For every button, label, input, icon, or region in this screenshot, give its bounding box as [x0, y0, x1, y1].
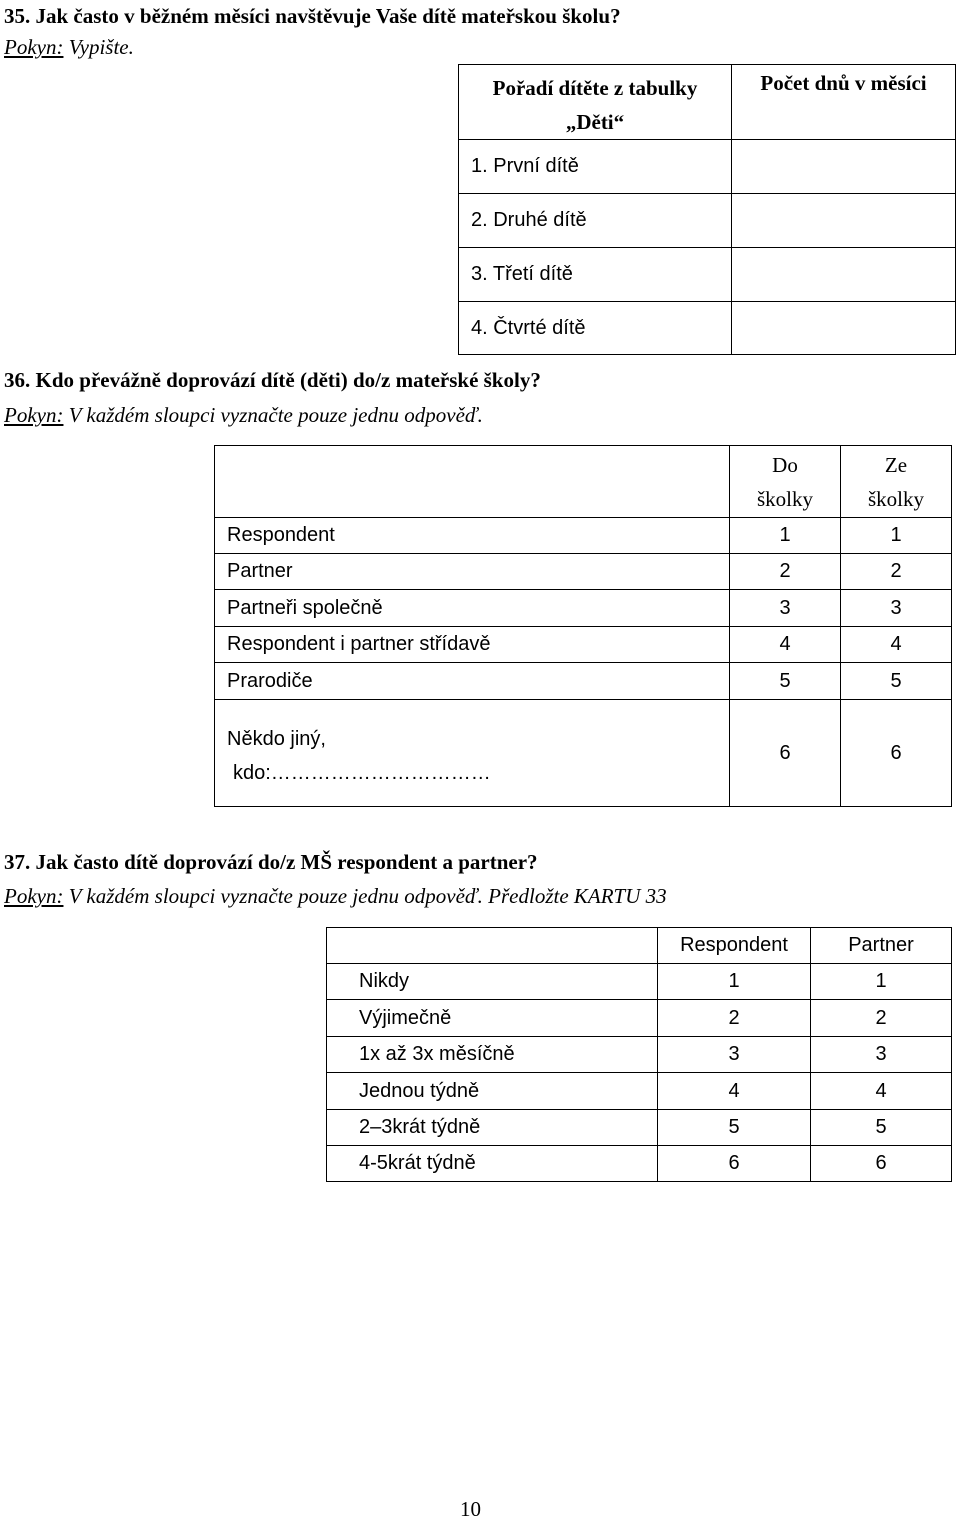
q36-row-label: Partneři společně: [215, 590, 730, 627]
q35-days-cell[interactable]: [732, 248, 956, 302]
q36-header-from-school: [841, 446, 952, 518]
q37-row-label: 1x až 3x měsíčně: [327, 1037, 658, 1073]
q36-row-label: Prarodiče: [215, 663, 730, 700]
q37-row-label: 2–3krát týdně: [327, 1110, 658, 1146]
q37-header-blank: [327, 928, 658, 964]
q36-other-label: Někdo jiný,: [227, 728, 326, 750]
q36-code-from[interactable]: 4: [841, 627, 952, 663]
q36-code-to[interactable]: 2: [730, 554, 841, 590]
q37-code-respondent[interactable]: 1: [658, 964, 811, 1000]
q37-row-label: Nikdy: [327, 964, 658, 1000]
q35-header-days: Počet dnů v měsíci: [732, 65, 956, 140]
q37-instruction: [4, 884, 667, 909]
q36-instruction-text: V každém sloupci vyznačte pouze jednu odpověď.: [63, 403, 483, 427]
q36-header-from-school-line2: školky: [867, 486, 924, 511]
q37-code-partner[interactable]: 4: [811, 1073, 952, 1110]
q37-code-partner[interactable]: 5: [811, 1110, 952, 1146]
q36-row-label: Respondent i partner střídavě: [215, 627, 730, 663]
q37-code-respondent[interactable]: 3: [658, 1037, 811, 1073]
q36-other-who[interactable]: kdo:……………………………: [233, 762, 491, 784]
q35-days-cell[interactable]: [732, 140, 956, 194]
q36-code-from[interactable]: 1: [841, 518, 952, 554]
q37-header-partner: Partner: [811, 928, 952, 964]
q35-instruction-label: Pokyn:: [4, 35, 64, 59]
q36-code-from[interactable]: 5: [841, 663, 952, 700]
q36-table: [214, 445, 952, 807]
q36-header-to-school-line1: Do: [772, 452, 798, 477]
q37-code-partner[interactable]: 6: [811, 1146, 952, 1182]
q35-header-order-line2: „Děti“: [565, 110, 625, 134]
q37-code-partner[interactable]: 2: [811, 1000, 952, 1037]
q37-instruction-label: Pokyn:: [4, 884, 64, 908]
q37-row-label: Výjimečně: [327, 1000, 658, 1037]
q37-code-respondent[interactable]: 5: [658, 1110, 811, 1146]
q35-row-label: 1. První dítě: [459, 140, 732, 194]
q37-row-label: 4-5krát týdně: [327, 1146, 658, 1182]
q36-header-to-school-line2: školky: [756, 486, 813, 511]
q37-code-respondent[interactable]: 4: [658, 1073, 811, 1110]
q36-code-to[interactable]: 3: [730, 590, 841, 627]
q36-code-from[interactable]: 3: [841, 590, 952, 627]
page-number: 10: [460, 1497, 481, 1521]
q35-header-order: [459, 65, 732, 140]
q36-code-to[interactable]: 5: [730, 663, 841, 700]
q36-code-from[interactable]: 6: [841, 700, 952, 807]
q35-days-cell[interactable]: [732, 194, 956, 248]
q36-row-label: Partner: [215, 554, 730, 590]
q36-instruction: [4, 403, 483, 428]
q36-code-to[interactable]: 6: [730, 700, 841, 807]
q36-title: 36. Kdo převážně doprovází dítě (děti) do/z mateřské školy?: [4, 368, 541, 392]
q35-instruction-text: Vypište.: [63, 35, 134, 59]
q35-days-cell[interactable]: [732, 302, 956, 355]
q37-code-partner[interactable]: 1: [811, 964, 952, 1000]
q37-header-respondent: Respondent: [658, 928, 811, 964]
q36-code-from[interactable]: 2: [841, 554, 952, 590]
q36-code-to[interactable]: 4: [730, 627, 841, 663]
q36-instruction-label: Pokyn:: [4, 403, 64, 427]
q36-row-label: Respondent: [215, 518, 730, 554]
q36-header-blank: [215, 446, 730, 518]
q37-title: 37. Jak často dítě doprovází do/z MŠ respondent a partner?: [4, 850, 538, 874]
q36-header-to-school: [730, 446, 841, 518]
q37-code-respondent[interactable]: 2: [658, 1000, 811, 1037]
q35-header-order-line1: Pořadí dítěte z tabulky: [492, 76, 698, 100]
q35-title: 35. Jak často v běžném měsíci navštěvuje Vaše dítě mateřskou školu?: [4, 4, 621, 28]
q35-row-label: 4. Čtvrté dítě: [459, 302, 732, 355]
q37-code-respondent[interactable]: 6: [658, 1146, 811, 1182]
q37-instruction-text: V každém sloupci vyznačte pouze jednu odpověď. Předložte KARTU 33: [63, 884, 667, 908]
q37-table: [326, 927, 952, 1182]
q36-code-to[interactable]: 1: [730, 518, 841, 554]
q37-code-partner[interactable]: 3: [811, 1037, 952, 1073]
q36-row-other: [215, 700, 730, 807]
q35-table: [458, 64, 956, 355]
q37-row-label: Jednou týdně: [327, 1073, 658, 1110]
q36-header-from-school-line1: Ze: [884, 452, 908, 477]
q35-instruction: [4, 35, 134, 60]
q35-row-label: 2. Druhé dítě: [459, 194, 732, 248]
q35-row-label: 3. Třetí dítě: [459, 248, 732, 302]
